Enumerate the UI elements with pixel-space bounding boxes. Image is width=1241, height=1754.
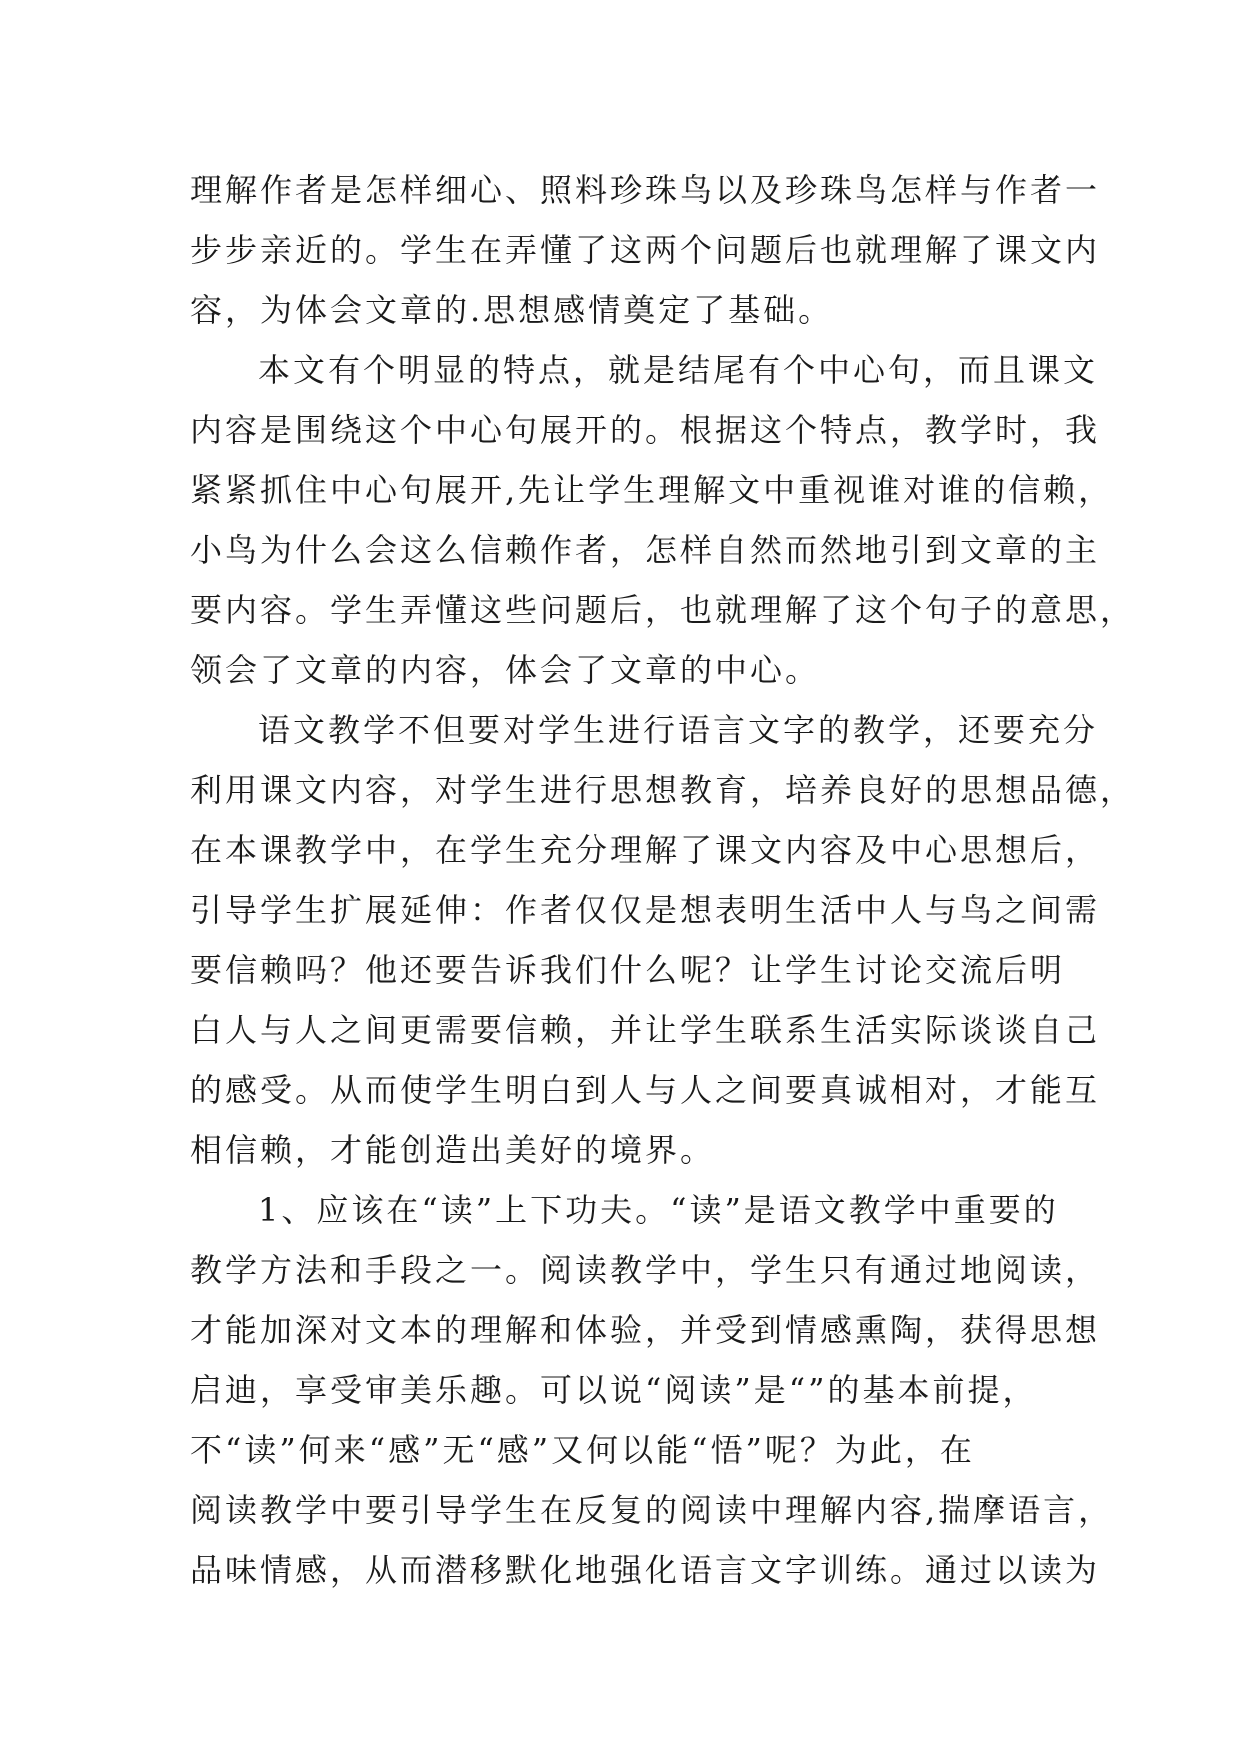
text-line: 在本课教学中，在学生充分理解了课文内容及中心思想后， (190, 831, 1101, 869)
text-line: 相信赖，才能创造出美好的境界。 (190, 1131, 716, 1169)
text-line: 小鸟为什么会这么信赖作者，怎样自然而然地引到文章的主 (190, 531, 1101, 569)
text-line: 利用课文内容，对学生进行思想教育，培养良好的思想品德， (190, 771, 1136, 809)
text-line: 阅读教学中要引导学生在反复的阅读中理解内容,揣摩语言， (190, 1491, 1114, 1529)
paragraph-4 (190, 1180, 1114, 1600)
text-line: 要内容。学生弄懂这些问题后，也就理解了这个句子的意思， (190, 591, 1136, 629)
text-line: 品味情感，从而潜移默化地强化语言文字训练。通过以读为 (190, 1551, 1101, 1589)
text-line: 内容是围绕这个中心句展开的。根据这个特点，教学时，我 (190, 411, 1101, 449)
text-line: 要信赖吗？他还要告诉我们什么呢？让学生讨论交流后明 (190, 951, 1066, 989)
document-body (190, 160, 1136, 1600)
paragraph-1 (190, 160, 1101, 340)
text-line: 紧紧抓住中心句展开,先让学生理解文中重视谁对谁的信赖， (190, 471, 1114, 509)
paragraph-2 (190, 340, 1136, 700)
text-line: 的感受。从而使学生明白到人与人之间要真诚相对，才能互 (190, 1071, 1101, 1109)
paragraph-3 (190, 700, 1136, 1180)
text-line: 本文有个明显的特点，就是结尾有个中心句，而且课文 (258, 351, 1099, 389)
text-line: 容，为体会文章的.思想感情奠定了基础。 (190, 291, 834, 329)
text-line: 教学方法和手段之一。阅读教学中，学生只有通过地阅读， (190, 1251, 1101, 1289)
text-line: 步步亲近的。学生在弄懂了这两个问题后也就理解了课文内 (190, 231, 1101, 269)
text-line: 领会了文章的内容，体会了文章的中心。 (190, 651, 821, 689)
text-line: 才能加深对文本的理解和体验，并受到情感熏陶，获得思想 (190, 1311, 1101, 1349)
text-line: 理解作者是怎样细心、照料珍珠鸟以及珍珠鸟怎样与作者一 (190, 171, 1101, 209)
text-line: 1、应该在“读”上下功夫。“读”是语文教学中重要的 (258, 1191, 1059, 1229)
text-line: 引导学生扩展延伸：作者仅仅是想表明生活中人与鸟之间需 (190, 891, 1101, 929)
text-line: 启迪，享受审美乐趣。可以说“阅读”是“”的基本前提， (190, 1371, 1038, 1409)
text-line: 不“读”何来“感”无“感”又何以能“悟”呢？为此，在 (190, 1431, 975, 1469)
text-line: 语文教学不但要对学生进行语言文字的教学，还要充分 (258, 711, 1099, 749)
text-line: 白人与人之间更需要信赖，并让学生联系生活实际谈谈自己 (190, 1011, 1101, 1049)
